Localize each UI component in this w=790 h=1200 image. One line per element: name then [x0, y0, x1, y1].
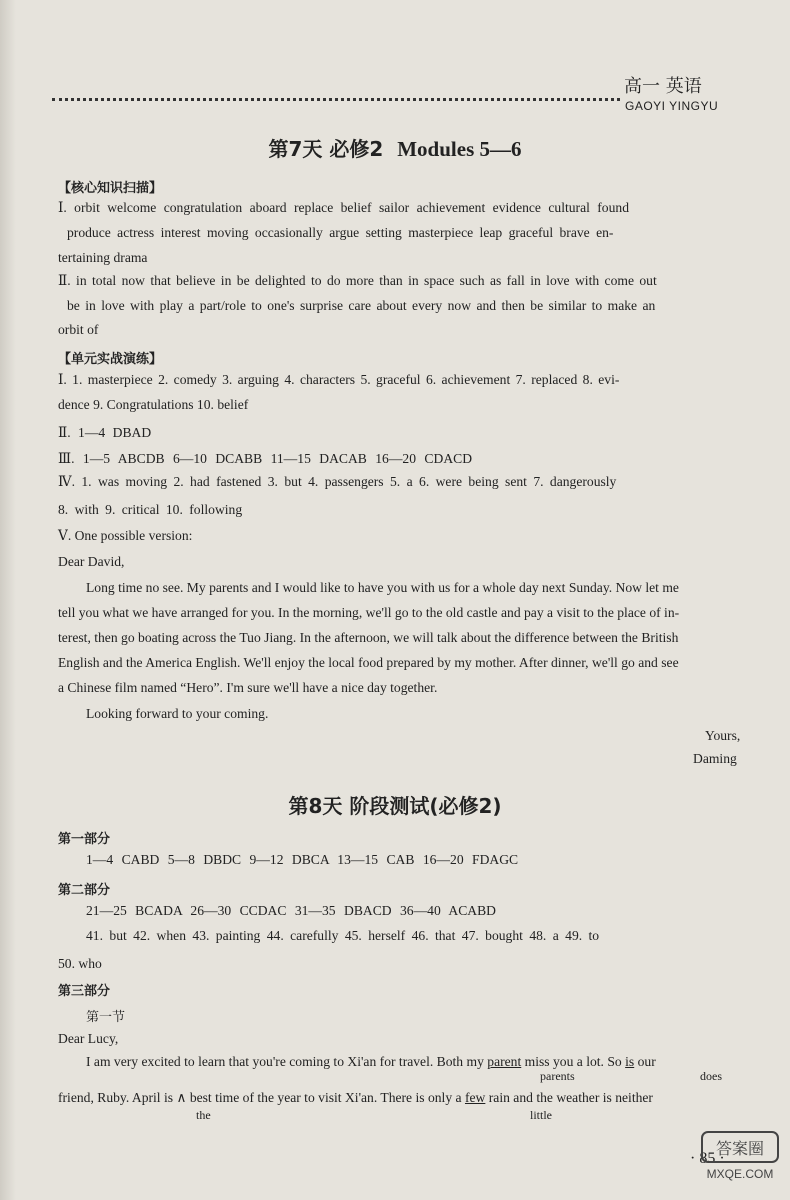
letter-line: a Chinese film named “Hero”. I'm sure we'll have a nice day together. — [58, 680, 438, 695]
watermark-logo — [700, 1128, 780, 1184]
correction-text: best time of the year to visit Xi'an. There is only a — [189, 1090, 462, 1105]
svg-text:答案圈: 答案圈 — [715, 1139, 765, 1158]
day8-title: 第8天 阶段测试(必修2) — [288, 794, 502, 818]
practice-I-line1: Ⅰ. 1. masterpiece 2. comedy 3. arguing 4. characters 5. graceful 6. achievement 7. replaced 8. evi- — [58, 372, 620, 387]
correction-fix: does — [700, 1069, 722, 1083]
section1-label: 第一节 — [86, 1010, 126, 1025]
running-header-en: GAOYI YINGYU — [625, 99, 719, 113]
page-binding-shadow — [0, 0, 16, 1200]
vocab-I-line1: Ⅰ. orbit welcome congratulation aboard replace belief sailor achievement evidence cultural found — [58, 200, 629, 215]
day7-title-cn: 第7天 必修2 — [268, 137, 384, 161]
part2-answers-3: 50. who — [58, 956, 102, 971]
vocab-I-line3: tertaining drama — [58, 250, 148, 265]
marked-word: few — [464, 1090, 486, 1105]
correction-line1 — [86, 1054, 656, 1070]
running-header-cn: 高一 英语 — [624, 76, 702, 97]
correction-text: rain and the weather is neither — [488, 1090, 653, 1105]
correction-text: miss you a lot. So — [524, 1054, 622, 1069]
correction-line2 — [58, 1090, 653, 1106]
letter-line: tell you what we have arranged for you. In the morning, we'll go to the old castle and pay a visit to the place of in- — [58, 605, 680, 620]
practice-III: Ⅲ. 1—5 ABCDB 6—10 DCABB 11—15 DACAB 16—20 CDACD — [58, 451, 473, 466]
marked-word: is — [625, 1054, 635, 1069]
correction-text: our — [637, 1054, 656, 1069]
part2-answers-1: 21—25 BCADA 26—30 CCDAC 31—35 DBACD 36—40 ACABD — [86, 903, 497, 918]
part1-label: 第一部分 — [58, 832, 111, 847]
day7-title — [0, 133, 790, 162]
letter-line: terest, then go boating across the Tuo Jiang. In the afternoon, we will talk about the difference between the British — [58, 630, 679, 645]
correction-fix: parents — [540, 1069, 575, 1083]
phrases-II-line1: Ⅱ. in total now that believe in be delighted to do more than in space such as fall in love with come out — [58, 273, 657, 288]
phrases-II-line2: be in love with play a part/role to one's surprise care about every now and then be similar to make an — [67, 298, 656, 313]
phrases-II-line3: orbit of — [58, 322, 99, 337]
letter-line: Long time no see. My parents and I would like to have you with us for a whole day next Sunday. Now let me — [86, 580, 679, 595]
letter-signature: Daming — [693, 751, 737, 766]
letter-line: Looking forward to your coming. — [86, 706, 269, 721]
letter-closing: Yours, — [705, 728, 741, 743]
day7-title-en: Modules 5—6 — [397, 137, 522, 161]
correction-text: friend, Ruby. April is — [58, 1090, 174, 1105]
page-number: · 85 · — [690, 1150, 725, 1167]
letter-greeting: Dear David, — [58, 554, 125, 569]
knowledge-header: 【核心知识扫描】 — [58, 181, 163, 196]
practice-IV-line1: Ⅳ. 1. was moving 2. had fastened 3. but 4. passengers 5. a 6. were being sent 7. dangerously — [58, 474, 617, 489]
part2-label: 第二部分 — [58, 883, 111, 898]
correction-text: I am very excited to learn that you're coming to Xi'an for travel. Both my — [86, 1054, 484, 1069]
correction-fix: the — [196, 1108, 211, 1122]
insertion-caret: ∧ — [176, 1090, 187, 1105]
part2-answers-2: 41. but 42. when 43. painting 44. carefully 45. herself 46. that 47. bought 48. a 49. to — [86, 928, 600, 943]
practice-IV-line2: 8. with 9. critical 10. following — [58, 502, 243, 517]
correction-fix: little — [530, 1108, 552, 1122]
part1-answers: 1—4 CABD 5—8 DBDC 9—12 DBCA 13—15 CAB 16—20 FDAGC — [86, 852, 519, 867]
letter-line: English and the America English. We'll enjoy the local food prepared by my mother. After dinner, we'll go and see — [58, 655, 679, 670]
marked-word: parent — [487, 1054, 522, 1069]
practice-II: Ⅱ. 1—4 DBAD — [58, 425, 152, 440]
vocab-I-line2: produce actress interest moving occasionally argue setting masterpiece leap graceful brave en- — [67, 225, 614, 240]
practice-V: Ⅴ. One possible version: — [58, 528, 193, 543]
practice-I-line2: dence 9. Congratulations 10. belief — [58, 397, 249, 412]
part3-label: 第三部分 — [58, 984, 111, 999]
correction-greeting: Dear Lucy, — [58, 1031, 119, 1046]
practice-header: 【单元实战演练】 — [58, 352, 163, 367]
watermark-text: MXQE.COM — [706, 1167, 774, 1181]
header-rule — [52, 98, 620, 101]
